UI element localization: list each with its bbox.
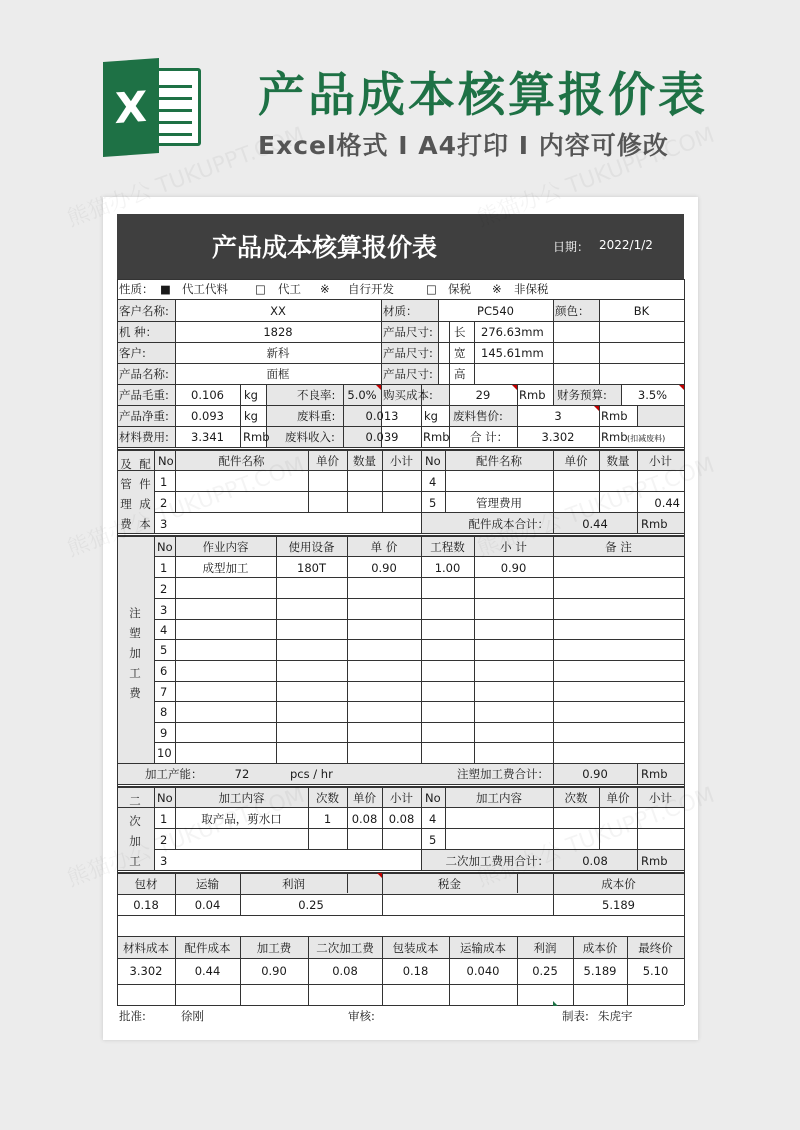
maker-label: 制表: — [562, 1009, 589, 1023]
capacity-value[interactable]: 72 — [234, 767, 250, 781]
pack-header-material: 包材 — [134, 877, 158, 891]
parts-header-name: 配件名称 — [218, 454, 265, 468]
checkbox-oem-material[interactable]: ■ — [160, 282, 171, 296]
parts-side-label-col1: 及 管 理 费 — [120, 457, 132, 531]
secondary-row-count[interactable]: 1 — [323, 812, 332, 826]
size-label-1: 产品尺寸: — [383, 325, 433, 339]
pack-header-tax: 税金 — [438, 877, 461, 891]
parts-row-no: 4 — [429, 475, 437, 489]
approver-name[interactable]: 徐刚 — [181, 1009, 204, 1023]
checkbox-self-dev[interactable]: ※ — [320, 282, 330, 296]
model-value[interactable]: 1828 — [263, 325, 293, 339]
mgmt-fee-sub[interactable]: 0.44 — [654, 496, 680, 510]
secondary-header-content-2: 加工内容 — [476, 791, 522, 805]
secondary-header-content: 加工内容 — [218, 791, 265, 805]
parts-header-price-2: 单价 — [564, 454, 588, 468]
injection-row-no: 1 — [160, 561, 168, 575]
buy-cost-value[interactable]: 29 — [475, 388, 491, 402]
secondary-header-sub-2: 小计 — [649, 791, 672, 805]
injection-row-price[interactable]: 0.90 — [371, 561, 397, 575]
secondary-header-no: No — [157, 791, 173, 805]
document-title: 产品成本核算报价表 — [212, 233, 438, 262]
nature-label: 性质： — [119, 282, 154, 296]
unit-rmb: Rmb — [243, 430, 270, 444]
width-value[interactable]: 145.61mm — [481, 346, 544, 360]
budget-value[interactable]: 3.5% — [637, 388, 668, 402]
secondary-header-count-2: 次数 — [564, 791, 588, 805]
unit-rmb: Rmb — [641, 517, 668, 531]
injection-header-price: 单 价 — [370, 540, 398, 554]
parts-header-price: 单价 — [316, 454, 339, 468]
parts-header-sub-2: 小计 — [649, 454, 672, 468]
excel-logo-icon: X — [103, 60, 203, 155]
parts-header-qty: 数量 — [353, 454, 376, 468]
height-label: 高 — [454, 367, 466, 381]
waste-weight-label: 废料重: — [297, 409, 336, 423]
waste-income-label: 废料收入: — [285, 430, 335, 444]
summary-header: 二次加工费 — [316, 941, 374, 955]
size-label-3: 产品尺寸: — [383, 367, 433, 381]
secondary-row-price[interactable]: 0.08 — [351, 812, 378, 826]
secondary-row-no: 5 — [429, 833, 437, 847]
injection-header-content: 作业内容 — [202, 540, 249, 554]
client-value[interactable]: 新科 — [266, 346, 290, 360]
client-label: 客户: — [119, 346, 146, 360]
gross-weight-value[interactable]: 0.106 — [191, 388, 224, 402]
material-fee-value[interactable]: 3.341 — [191, 430, 224, 444]
length-label: 长 — [454, 325, 466, 339]
summary-value[interactable]: 5.10 — [642, 964, 669, 978]
option-oem: 代工 — [278, 282, 301, 296]
summary-value[interactable]: 0.040 — [466, 964, 500, 978]
secondary-row-no: 3 — [160, 854, 168, 868]
option-oem-material: 代工代料 — [182, 282, 228, 296]
secondary-header-no-2: No — [425, 791, 441, 805]
unit-rmb: Rmb — [641, 854, 668, 868]
mgmt-fee-name[interactable]: 管理费用 — [476, 496, 522, 510]
color-value[interactable]: BK — [633, 304, 650, 318]
summary-value[interactable]: 0.18 — [402, 964, 429, 978]
secondary-row-sub[interactable]: 0.08 — [388, 812, 415, 826]
waste-price-value[interactable]: 3 — [554, 409, 562, 423]
unit-rmb: Rmb — [601, 430, 628, 444]
customer-label: 客户名称: — [119, 304, 169, 318]
budget-label: 财务预算: — [557, 388, 607, 402]
injection-row-no: 8 — [160, 705, 168, 719]
product-label: 产品名称: — [119, 367, 169, 381]
parts-row-no: 2 — [160, 496, 168, 510]
injection-row-no: 6 — [160, 664, 168, 678]
waste-price-label: 废料售价: — [453, 409, 503, 423]
pack-value-profit[interactable]: 0.25 — [298, 898, 324, 912]
parts-header-sub: 小计 — [390, 454, 413, 468]
summary-value[interactable]: 0.90 — [261, 964, 287, 978]
injection-row-count[interactable]: 1.00 — [434, 561, 461, 575]
parts-header-name-2: 配件名称 — [476, 454, 522, 468]
secondary-row-no: 4 — [429, 812, 437, 826]
material-value[interactable]: PC540 — [477, 304, 514, 318]
summary-value[interactable]: 0.08 — [332, 964, 358, 978]
secondary-total-value[interactable]: 0.08 — [582, 854, 608, 868]
unit-rmb: Rmb — [423, 430, 450, 444]
buy-cost-label: 购买成本: — [383, 388, 433, 402]
pack-header-profit: 利润 — [282, 877, 305, 891]
injection-row-no: 2 — [160, 582, 168, 596]
summary-value[interactable]: 0.44 — [194, 964, 221, 978]
maker-name[interactable]: 朱虎宇 — [598, 1009, 633, 1023]
summary-header: 配件成本 — [184, 941, 231, 955]
capacity-unit: pcs / hr — [290, 767, 333, 781]
injection-row-no: 4 — [160, 623, 168, 637]
color-label: 颜色： — [555, 304, 590, 318]
summary-header: 加工费 — [256, 941, 292, 955]
length-value[interactable]: 276.63mm — [481, 325, 544, 339]
secondary-header-count: 次数 — [316, 791, 339, 805]
banner-subtitle: Excel格式 I A4打印 I 内容可修改 — [258, 131, 669, 160]
secondary-row-no: 2 — [160, 833, 168, 847]
parts-row-no: 3 — [160, 517, 168, 531]
secondary-row-content[interactable]: 取产品，剪水口 — [201, 812, 282, 826]
pack-value-cost[interactable]: 5.189 — [602, 898, 635, 912]
secondary-header-price: 单价 — [353, 791, 376, 805]
total-value[interactable]: 3.302 — [541, 430, 575, 444]
pack-header-cost: 成本价 — [601, 877, 636, 891]
parts-total-value[interactable]: 0.44 — [582, 517, 608, 531]
pack-header-transport: 运输 — [196, 877, 219, 891]
date-value[interactable]: 2022/1/2 — [599, 238, 653, 252]
banner-title: 产品成本核算报价表 — [258, 68, 708, 123]
checkbox-oem[interactable]: □ — [255, 282, 266, 296]
injection-header-equip: 使用设备 — [288, 540, 335, 554]
summary-header: 包装成本 — [392, 941, 439, 955]
parts-header-no-2: No — [425, 454, 441, 468]
checkbox-non-bonded[interactable]: ※ — [492, 282, 502, 296]
size-label-2: 产品尺寸: — [383, 346, 433, 360]
injection-row-no: 10 — [157, 746, 172, 760]
waste-weight-value[interactable]: 0.013 — [365, 409, 399, 423]
material-fee-label: 材料费用: — [119, 430, 169, 444]
parts-row-no: 5 — [429, 496, 437, 510]
injection-row-no: 9 — [160, 726, 168, 740]
option-non-bonded: 非保税 — [514, 282, 549, 296]
width-label: 宽 — [454, 346, 466, 360]
parts-header-no: No — [158, 454, 174, 468]
injection-row-no: 3 — [160, 603, 168, 617]
waste-income-value[interactable]: 0.039 — [365, 430, 399, 444]
unit-rmb: Rmb — [519, 388, 546, 402]
unit-rmb: Rmb — [601, 409, 628, 423]
date-label: 日期： — [553, 240, 590, 254]
injection-side-label: 注 塑 加 工 费 — [129, 606, 141, 700]
net-weight-value[interactable]: 0.093 — [191, 409, 224, 423]
defect-rate-value[interactable]: 5.0% — [347, 388, 377, 402]
injection-row-equip[interactable]: 180T — [297, 561, 326, 575]
summary-value[interactable]: 0.25 — [532, 964, 558, 978]
parts-side-label-col2: 配 件 成 本 — [139, 457, 151, 531]
defect-rate-label: 不良率: — [297, 388, 336, 402]
product-value[interactable]: 面框 — [266, 367, 290, 381]
summary-value[interactable]: 3.302 — [129, 964, 163, 978]
injection-header-no: No — [157, 540, 173, 554]
parts-total-label: 配件成本合计： — [468, 517, 549, 531]
summary-value[interactable]: 5.189 — [583, 964, 617, 978]
secondary-side-label: 二 次 加 工 — [129, 794, 141, 868]
unit-rmb: Rmb — [641, 767, 668, 781]
summary-header: 运输成本 — [460, 941, 506, 955]
injection-header-sub: 小 计 — [500, 540, 527, 554]
model-label: 机 种： — [119, 325, 158, 339]
unit-kg: kg — [244, 388, 258, 402]
option-bonded: 保税 — [448, 282, 471, 296]
document-header — [117, 214, 684, 279]
injection-header-remark: 备 注 — [605, 540, 632, 554]
summary-header: 利润 — [533, 941, 557, 955]
secondary-header-price-2: 单价 — [606, 791, 630, 805]
secondary-total-label: 二次加工费用合计： — [445, 854, 549, 868]
injection-row-sub[interactable]: 0.90 — [500, 561, 527, 575]
parts-row-no: 1 — [160, 475, 168, 489]
capacity-label: 加工产能： — [145, 767, 203, 781]
total-label: 合 计： — [470, 430, 509, 444]
option-self-dev: 自行开发 — [348, 282, 394, 296]
injection-total-label: 注塑加工费合计： — [457, 767, 549, 781]
review-label: 审核: — [348, 1009, 375, 1023]
injection-header-count: 工程数 — [430, 540, 465, 554]
customer-value[interactable]: XX — [270, 304, 286, 318]
secondary-header-sub: 小计 — [390, 791, 413, 805]
summary-header: 成本价 — [582, 941, 618, 955]
injection-row-no: 5 — [160, 643, 168, 657]
summary-header: 最终价 — [638, 941, 673, 955]
injection-row-content[interactable]: 成型加工 — [202, 561, 249, 575]
injection-row-no: 7 — [160, 685, 168, 699]
unit-kg: kg — [244, 409, 258, 423]
gross-weight-label: 产品毛重: — [119, 388, 169, 402]
summary-header: 材料成本 — [123, 941, 169, 955]
parts-header-qty-2: 数量 — [606, 454, 630, 468]
approve-label: 批准: — [119, 1009, 146, 1023]
unit-kg: kg — [424, 409, 438, 423]
pack-value-transport[interactable]: 0.04 — [194, 898, 221, 912]
material-label: 材质： — [383, 304, 418, 318]
checkbox-bonded[interactable]: □ — [426, 282, 437, 296]
deduct-waste-note: (扣减废料) — [627, 434, 666, 443]
injection-total-value[interactable]: 0.90 — [582, 767, 608, 781]
secondary-row-no: 1 — [160, 812, 168, 826]
pack-value-material[interactable]: 0.18 — [133, 898, 159, 912]
net-weight-label: 产品净重: — [119, 409, 169, 423]
